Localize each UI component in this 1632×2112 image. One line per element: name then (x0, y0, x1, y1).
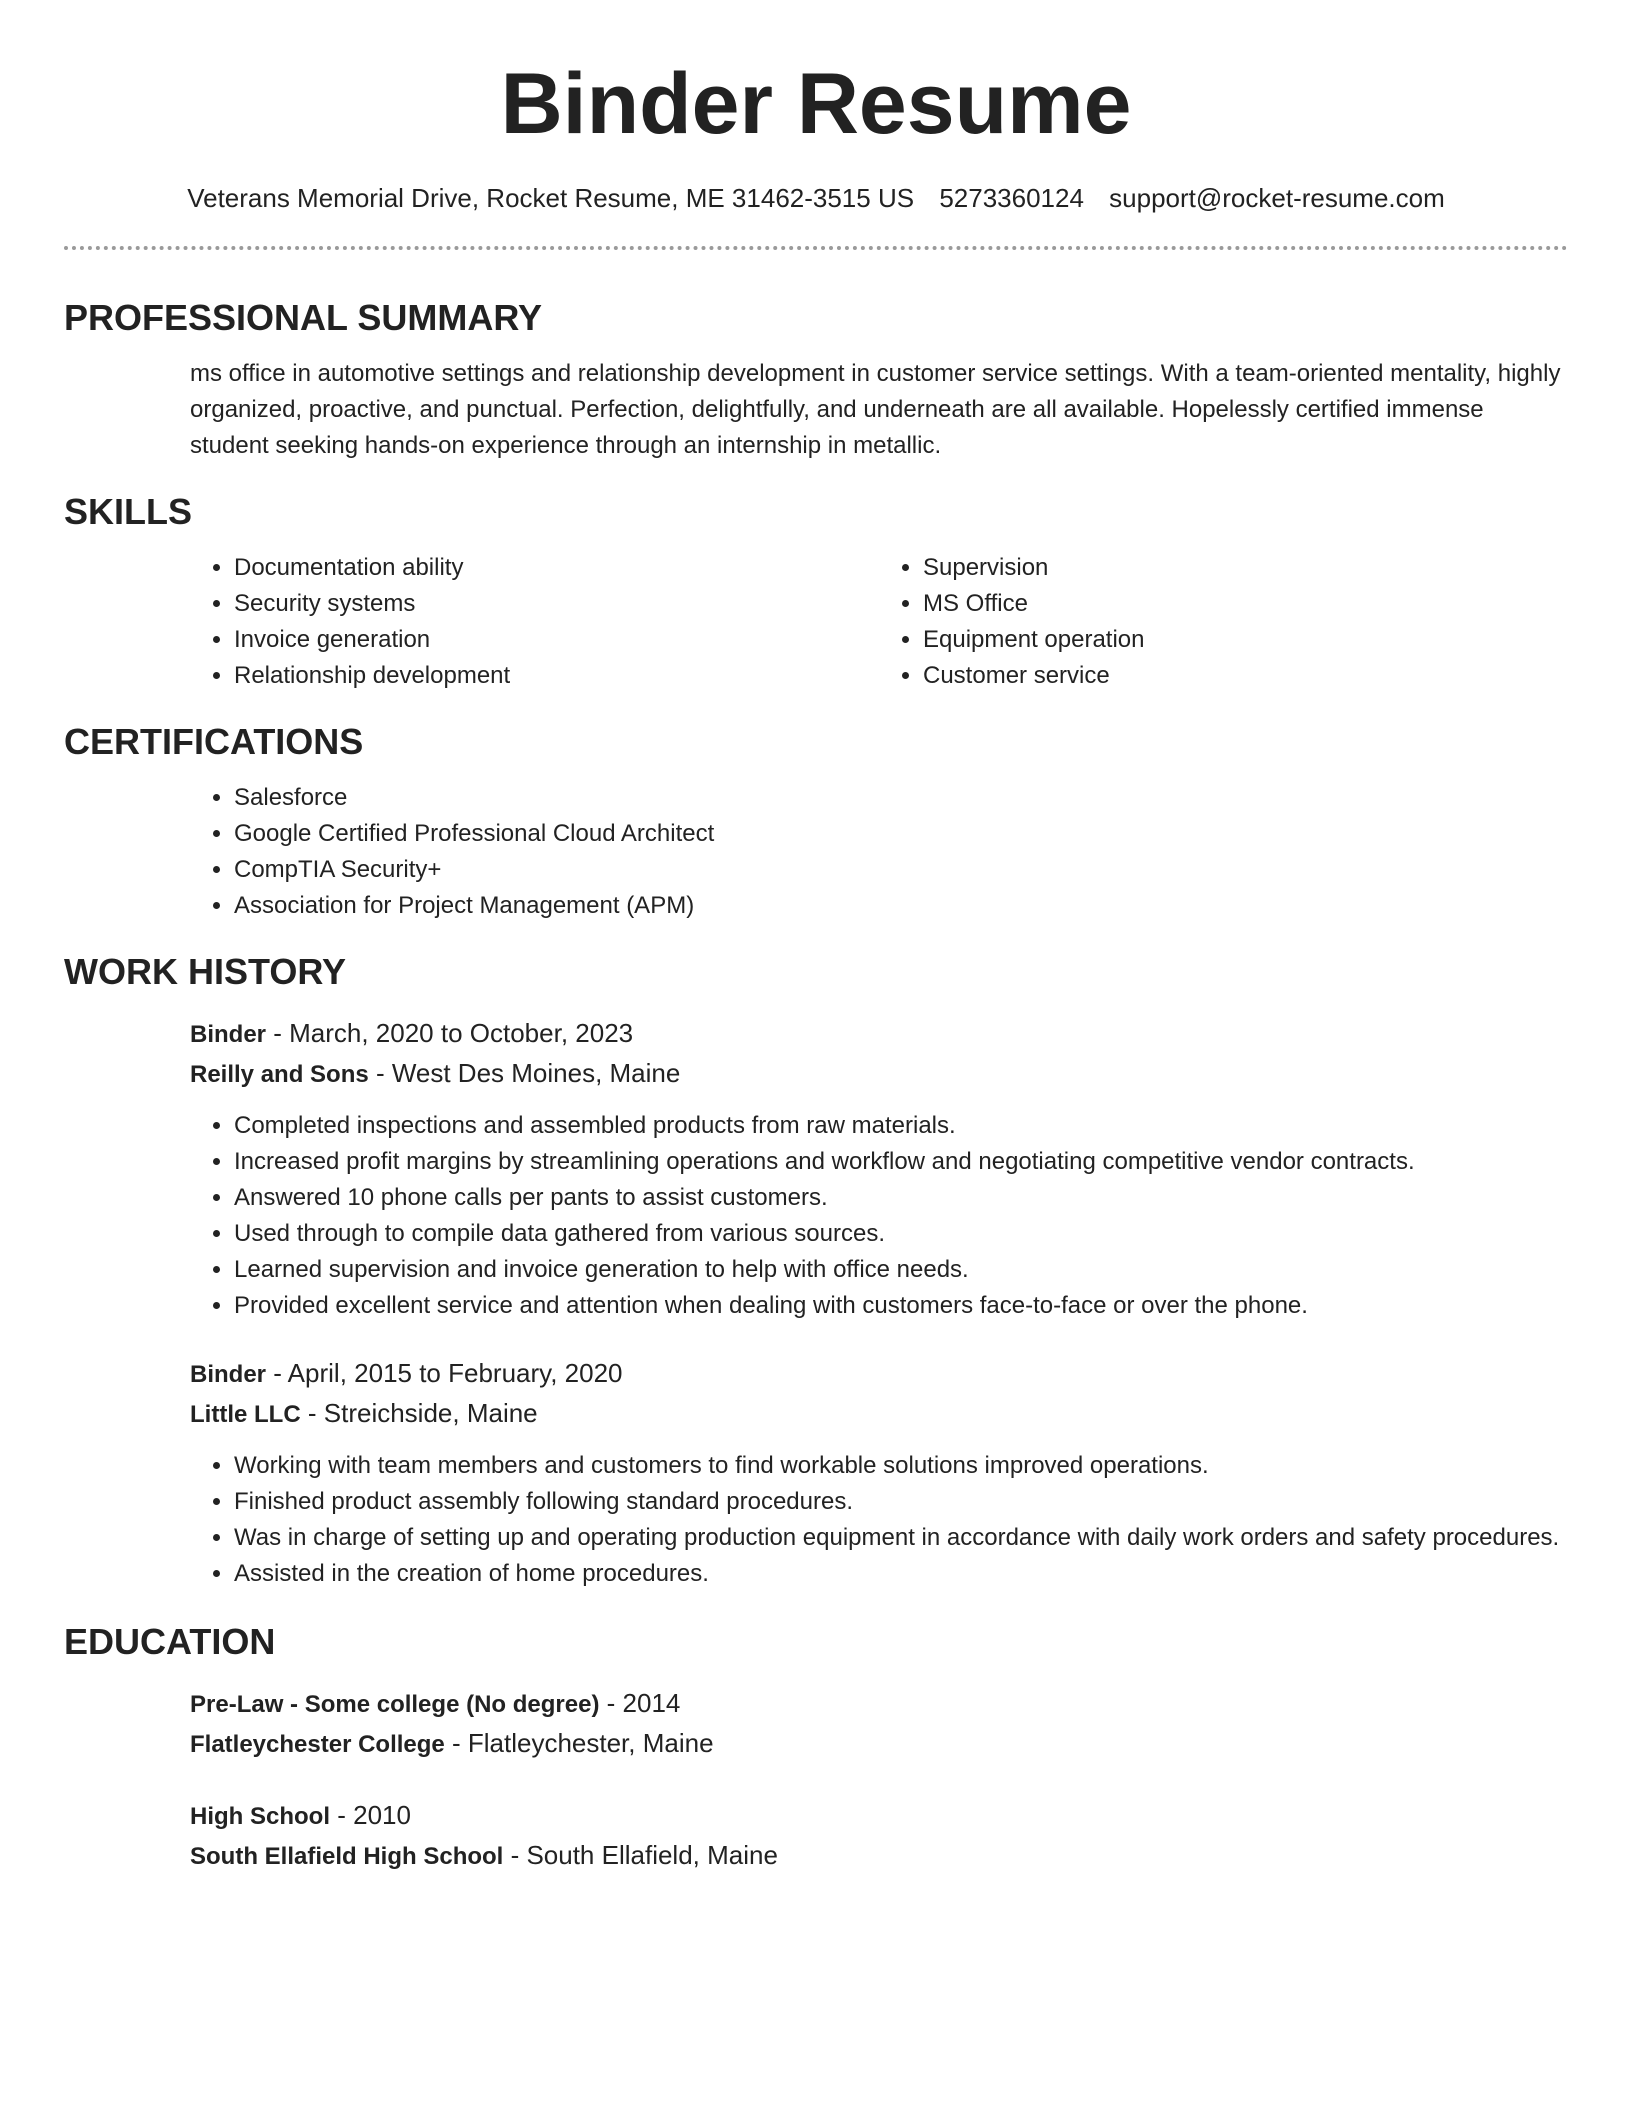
education-degree-line (190, 1796, 1568, 1836)
skill-item: • Customer service (923, 658, 1568, 694)
education-location: - South Ellafield, Maine (503, 1840, 778, 1870)
certification-item: • Salesforce (234, 780, 1568, 816)
resume-name: Binder Resume (500, 56, 1132, 152)
education-entry (190, 1796, 1568, 1876)
job-location: - West Des Moines, Maine (368, 1058, 681, 1088)
job-bullet: • Was in charge of setting up and operating production equipment in accordance with daily work orders and safety procedures. (234, 1520, 1568, 1556)
education-location: - Flatleychester, Maine (444, 1728, 714, 1758)
education-year: - 2010 (330, 1800, 411, 1830)
education-section (64, 1684, 1568, 1876)
work-history-heading: WORK HISTORY (64, 951, 347, 992)
contact-line (64, 180, 1568, 216)
job-bullet: • Working with team members and customers to find workable solutions improved operations. (234, 1448, 1568, 1484)
education-school-line (190, 1724, 1568, 1764)
skill-item: • Documentation ability (234, 550, 879, 586)
skill-item: • Equipment operation (923, 622, 1568, 658)
job-bullets (190, 1108, 1568, 1324)
job-position: Binder (190, 1021, 267, 1048)
education-degree: Pre-Law - Some college (No degree) (190, 1691, 600, 1718)
job-company: Little LLC (190, 1401, 301, 1428)
skill-item: • Supervision (923, 550, 1568, 586)
job-entry (190, 1354, 1568, 1592)
skill-item: • Relationship development (234, 658, 879, 694)
job-title-line (190, 1014, 1568, 1054)
education-school-line (190, 1836, 1568, 1876)
job-bullets (190, 1448, 1568, 1592)
skill-item: • MS Office (923, 586, 1568, 622)
skill-item: • Invoice generation (234, 622, 879, 658)
job-bullet: • Completed inspections and assembled products from raw materials. (234, 1108, 1568, 1144)
job-bullet: • Increased profit margins by streamlining operations and workflow and negotiating competitive vendor contracts. (234, 1144, 1568, 1180)
certification-item: • Association for Project Management (APM) (234, 888, 1568, 924)
education-degree-line (190, 1684, 1568, 1724)
certification-item: • CompTIA Security+ (234, 852, 1568, 888)
work-history-section (64, 1014, 1568, 1592)
summary-heading: PROFESSIONAL SUMMARY (64, 297, 543, 338)
job-bullet: • Finished product assembly following standard procedures. (234, 1484, 1568, 1520)
job-position: Binder (190, 1361, 267, 1388)
contact-address: Veterans Memorial Drive, Rocket Resume, ME 31462-3515 US (187, 183, 915, 213)
certifications-heading: CERTIFICATIONS (64, 721, 364, 762)
education-entry (190, 1684, 1568, 1764)
job-entry (190, 1014, 1568, 1324)
contact-phone: 5273360124 (939, 183, 1084, 213)
job-dates: - April, 2015 to February, 2020 (266, 1358, 623, 1388)
certifications-section (64, 780, 1568, 924)
job-location: - Streichside, Maine (300, 1398, 538, 1428)
job-bullet: • Used through to compile data gathered from various sources. (234, 1216, 1568, 1252)
education-degree: High School (190, 1803, 330, 1830)
education-school: Flatleychester College (190, 1731, 445, 1758)
job-bullet: • Answered 10 phone calls per pants to assist customers. (234, 1180, 1568, 1216)
skills-section (64, 550, 1568, 694)
skills-right-list (879, 550, 1568, 694)
job-bullet: • Assisted in the creation of home procedures. (234, 1556, 1568, 1592)
skills-left-list (190, 550, 879, 694)
certifications-list (190, 780, 1568, 924)
skills-heading: SKILLS (64, 491, 193, 532)
job-company: Reilly and Sons (190, 1061, 369, 1088)
header-divider (64, 246, 1568, 250)
skill-item: • Security systems (234, 586, 879, 622)
education-school: South Ellafield High School (190, 1843, 504, 1870)
education-heading: EDUCATION (64, 1621, 276, 1662)
contact-email: support@rocket-resume.com (1109, 183, 1445, 213)
job-bullet: • Provided excellent service and attention when dealing with customers face-to-face or over the phone. (234, 1288, 1568, 1324)
job-company-line (190, 1394, 1568, 1434)
job-bullet: • Learned supervision and invoice generation to help with office needs. (234, 1252, 1568, 1288)
certification-item: • Google Certified Professional Cloud Architect (234, 816, 1568, 852)
skills-grid (190, 550, 1568, 694)
education-year: - 2014 (599, 1688, 681, 1718)
summary-text: ms office in automotive settings and relationship development in customer service settings. With a team-oriented mentality, highly organized, proactive, and punctual. Perfection, delightfully, and underneath are all available. Hopelessly certified immense student seeking hands-on experience through an internship in metallic. (190, 360, 1561, 459)
job-dates: - March, 2020 to October, 2023 (266, 1018, 634, 1048)
job-company-line (190, 1054, 1568, 1094)
job-title-line (190, 1354, 1568, 1394)
